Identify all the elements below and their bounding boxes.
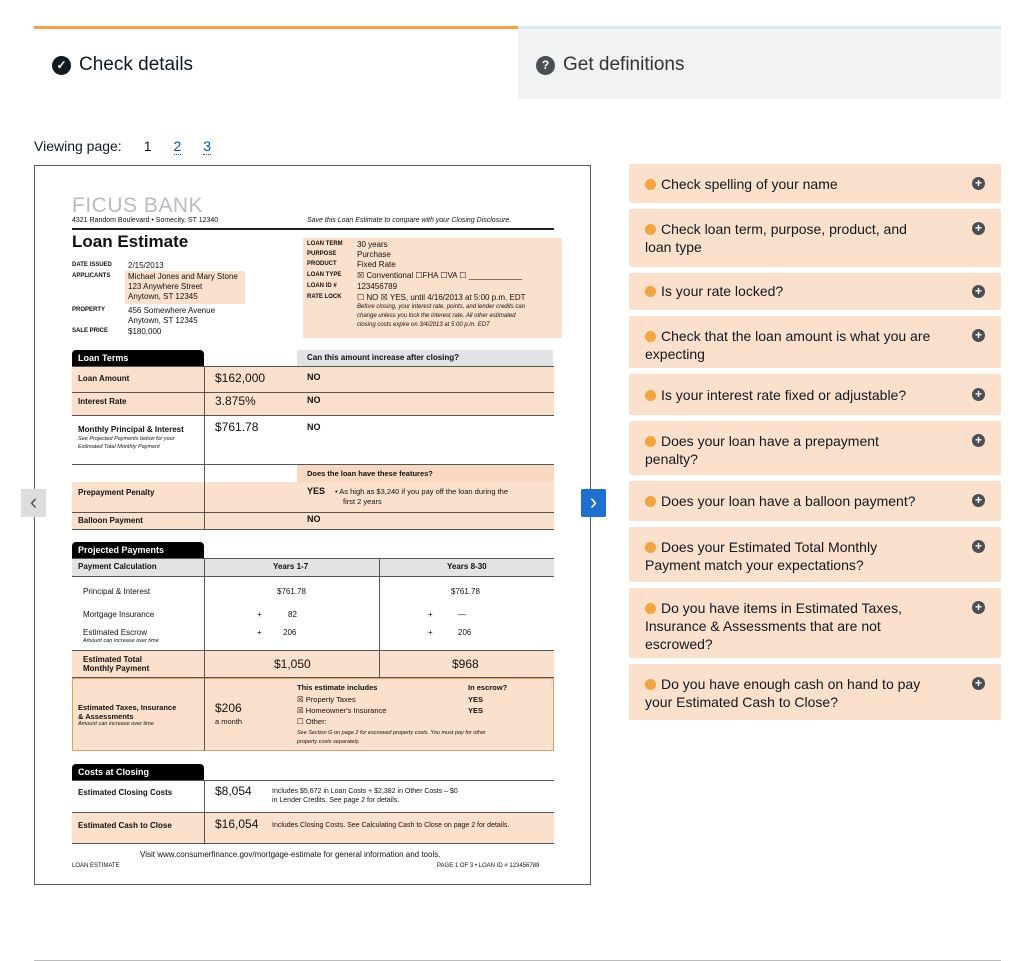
check-circle-icon [645, 179, 656, 190]
prepayment-label: Prepayment Penalty [78, 488, 155, 497]
check-circle-icon [645, 224, 656, 235]
features-question: Does the loan have these features? [307, 469, 433, 478]
cash-to-close-value: $16,054 [215, 817, 259, 831]
total-label-2: Monthly Payment [83, 664, 150, 673]
applicant-street: 123 Anywhere Street [128, 282, 203, 291]
loan-type: ☒ Conventional ☐FHA ☐VA ☐ ____________ [357, 271, 523, 280]
plus-circle-icon[interactable]: + [972, 329, 985, 342]
mi-plus-2: + [428, 610, 433, 619]
applicant-city: Anytown, ST 12345 [128, 292, 198, 301]
loan-amount-label: Loan Amount [78, 374, 130, 383]
sale-price: $180,000 [128, 327, 162, 336]
check-circle-icon [645, 331, 656, 342]
checklist-item[interactable] [629, 273, 1001, 310]
checklist-item[interactable] [629, 664, 1001, 720]
mi-years-8-30: — [458, 610, 466, 619]
cash-to-close-note: Includes Closing Costs. See Calculating Cash to Close on page 2 for details. [272, 822, 510, 829]
checklist-text: Is your rate locked? [661, 283, 784, 299]
include-homeowners-insurance: ☒ Homeowner's Insurance [297, 706, 387, 715]
monthly-pi-note-2: Estimated Total Monthly Payment [78, 444, 160, 450]
tab-check-details[interactable] [34, 26, 518, 99]
balloon-answer: NO [307, 514, 321, 524]
plus-circle-icon[interactable]: + [972, 285, 985, 298]
monthly-pi-label: Monthly Principal & Interest [78, 425, 184, 434]
chevron-right-icon: › [589, 489, 598, 514]
page-2-link[interactable]: 2 [173, 138, 182, 154]
bank-address: 4321 Random Boulevard • Somecity, ST 12340 [72, 217, 219, 224]
tab-get-definitions[interactable] [518, 26, 1001, 99]
applicant-name: Michael Jones and Mary Stone [128, 272, 238, 281]
save-note: Save this Loan Estimate to compare with your Closing Disclosure. [307, 217, 512, 224]
product: Fixed Rate [357, 260, 396, 269]
question-circle-icon: ? [536, 56, 555, 75]
checklist-item[interactable] [629, 481, 1001, 521]
plus-circle-icon[interactable]: + [972, 677, 985, 690]
interest-rate-label: Interest Rate [78, 397, 127, 406]
costs-at-closing-header: Costs at Closing [72, 764, 204, 780]
escrow-years-8-30: 206 [458, 628, 472, 637]
total-label-1: Estimated Total [83, 655, 142, 664]
checklist-text: Check loan term, purpose, product, and loan type [645, 221, 907, 255]
label-loan-type: LOAN TYPE [307, 272, 342, 278]
checklist-item[interactable] [629, 588, 1001, 658]
footer-visit: Visit www.consumerfinance.gov/mortgage-estimate for general information and tools. [140, 850, 441, 859]
mi-label: Mortgage Insurance [83, 610, 155, 619]
rate-lock: ☐ NO ☒ YES, until 4/16/2013 at 5:00 p.m. EDT [357, 293, 526, 302]
page-3-link[interactable]: 3 [203, 138, 212, 154]
pagination [34, 138, 211, 155]
taxes-footnote-1: See Section G on page 2 for escrowed property costs. You must pay for other [297, 730, 486, 736]
taxes-label-1: Estimated Taxes, Insurance [78, 703, 177, 712]
check-circle-icon [645, 679, 656, 690]
checklist-item[interactable] [629, 209, 1001, 267]
rate-lock-note-3: closing costs expire on 3/4/2013 at 5:00 p.m. EDT [357, 322, 490, 328]
pagination-label: Viewing page: [34, 138, 122, 154]
label-rate-lock: RATE LOCK [307, 294, 342, 300]
plus-circle-icon[interactable]: + [972, 601, 985, 614]
mi-years-1-7: 82 [288, 610, 297, 619]
property-city: Anytown, ST 12345 [128, 316, 198, 325]
mi-plus-1: + [257, 610, 262, 619]
years-1-7-label: Years 1-7 [273, 562, 309, 571]
footer-left: LOAN ESTIMATE [72, 863, 120, 869]
closing-costs-note-2: in Lender Credits. See page 2 for details. [272, 797, 400, 804]
includes-label: This estimate includes [297, 683, 378, 692]
escrow-property-taxes: YES [468, 695, 484, 704]
checklist-text: Check that the loan amount is what you are expecting [645, 328, 931, 362]
check-circle-icon [645, 286, 656, 297]
checklist-item[interactable] [629, 527, 1001, 582]
tab-label: Check details [79, 54, 194, 75]
rate-lock-note-2: change unless you lock the interest rate. All other estimated [357, 313, 516, 319]
prepayment-answer: YES [307, 486, 326, 496]
taxes-value: $206 [215, 701, 242, 715]
loan-amount-value: $162,000 [215, 371, 266, 385]
rate-lock-note-1: Before closing, your interest rate, points, and lender credits can [357, 304, 526, 310]
escrow-homeowners-insurance: YES [468, 706, 484, 715]
monthly-pi-value: $761.78 [215, 420, 259, 434]
label-loan-term: LOAN TERM [307, 241, 343, 247]
plus-circle-icon[interactable]: + [972, 494, 985, 507]
page-1-current: 1 [143, 138, 152, 154]
check-circle-icon [645, 542, 656, 553]
loan-terms-header: Loan Terms [72, 350, 204, 366]
footer-right: PAGE 1 OF 3 • LOAN ID # 123456789 [437, 863, 540, 869]
check-circle-icon: ✓ [52, 56, 71, 75]
checklist-text: Does your Estimated Total Monthly Payment match your expectations? [645, 539, 878, 573]
checklist-item[interactable] [629, 374, 1001, 415]
taxes-note: Amount can increase over time [78, 721, 154, 727]
closing-costs-value: $8,054 [215, 784, 252, 798]
prepayment-detail-2: first 2 years [343, 497, 382, 506]
checklist-text: Is your interest rate fixed or adjustable? [661, 387, 907, 403]
taxes-period: a month [215, 717, 243, 726]
total-years-1-7: $1,050 [274, 657, 311, 671]
pi-label: Principal & Interest [83, 587, 151, 596]
prepayment-detail-1: • As high as $3,240 if you pay off the loan during the [335, 487, 509, 496]
plus-circle-icon[interactable]: + [972, 434, 985, 447]
checklist-text: Do you have items in Estimated Taxes, Insurance & Assessments that are not escrowed? [645, 600, 902, 652]
label-purpose: PURPOSE [307, 251, 337, 257]
checklist-text: Does your loan have a balloon payment? [661, 493, 916, 509]
balloon-label: Balloon Payment [78, 516, 143, 525]
plus-circle-icon[interactable]: + [972, 177, 985, 190]
checklist-item[interactable] [629, 164, 1001, 203]
include-property-taxes: ☒ Property Taxes [297, 695, 356, 704]
plus-circle-icon[interactable]: + [972, 222, 985, 235]
plus-circle-icon[interactable]: + [972, 388, 985, 401]
next-page-button[interactable] [581, 489, 606, 517]
monthly-pi-note-1: See Projected Payments below for your [78, 436, 175, 442]
esc-plus-1: + [257, 628, 262, 637]
checklist-text: Does your loan have a prepayment penalty? [645, 433, 879, 467]
monthly-pi-answer: NO [307, 422, 321, 432]
plus-circle-icon[interactable]: + [972, 540, 985, 553]
check-circle-icon [645, 603, 656, 614]
document-title: Loan Estimate [72, 232, 189, 251]
escrow-years-1-7: 206 [283, 628, 297, 637]
projected-payments-header: Projected Payments [72, 542, 204, 558]
check-circle-icon [645, 436, 656, 447]
label-sale-price: SALE PRICE [72, 328, 109, 334]
checklist-item[interactable] [629, 421, 1001, 475]
loan-id: 123456789 [357, 282, 398, 291]
interest-rate-answer: NO [307, 395, 321, 405]
chevron-left-icon: ‹ [29, 489, 38, 514]
include-other: ☐ Other: [297, 717, 327, 726]
total-years-8-30: $968 [452, 657, 479, 671]
loan-terms-question: Can this amount increase after closing? [297, 350, 553, 366]
date-issued: 2/15/2013 [128, 261, 164, 270]
label-applicants: APPLICANTS [72, 273, 111, 279]
bank-name: FICUS BANK [72, 194, 204, 217]
checklist-item[interactable] [629, 316, 1001, 368]
esc-plus-2: + [428, 628, 433, 637]
interest-rate-value: 3.875% [215, 394, 256, 408]
loan-amount-answer: NO [307, 372, 321, 382]
previous-page-button[interactable] [21, 489, 46, 517]
in-escrow-label: In escrow? [468, 683, 508, 692]
label-loan-id: LOAN ID # [307, 283, 337, 289]
checklist-text: Do you have enough cash on hand to pay your Estimated Cash to Close? [645, 676, 921, 710]
loan-term: 30 years [357, 240, 388, 249]
checklist-text: Check spelling of your name [661, 176, 838, 192]
taxes-footnote-2: property costs separately. [297, 739, 360, 745]
closing-costs-label: Estimated Closing Costs [78, 788, 173, 797]
label-date-issued: DATE ISSUED [72, 262, 112, 268]
taxes-label-2: & Assessments [78, 712, 134, 721]
years-8-30-label: Years 8-30 [447, 562, 487, 571]
loan-estimate-document [34, 165, 591, 885]
tab-label: Get definitions [563, 54, 685, 75]
purpose: Purchase [357, 250, 391, 259]
pi-years-8-30: $761.78 [451, 587, 480, 596]
label-property: PROPERTY [72, 307, 106, 313]
check-circle-icon [645, 496, 656, 507]
payment-calc-label: Payment Calculation [78, 562, 157, 571]
property-street: 456 Somewhere Avenue [128, 306, 216, 315]
closing-costs-note-1: Includes $5,672 in Loan Costs + $2,382 in Other Costs – $0 [272, 788, 458, 795]
label-product: PRODUCT [307, 261, 337, 267]
pi-years-1-7: $761.78 [277, 587, 306, 596]
check-circle-icon [645, 390, 656, 401]
cash-to-close-label: Estimated Cash to Close [78, 821, 172, 830]
escrow-label: Estimated Escrow [83, 628, 148, 637]
escrow-note: Amount can increase over time [83, 638, 159, 644]
